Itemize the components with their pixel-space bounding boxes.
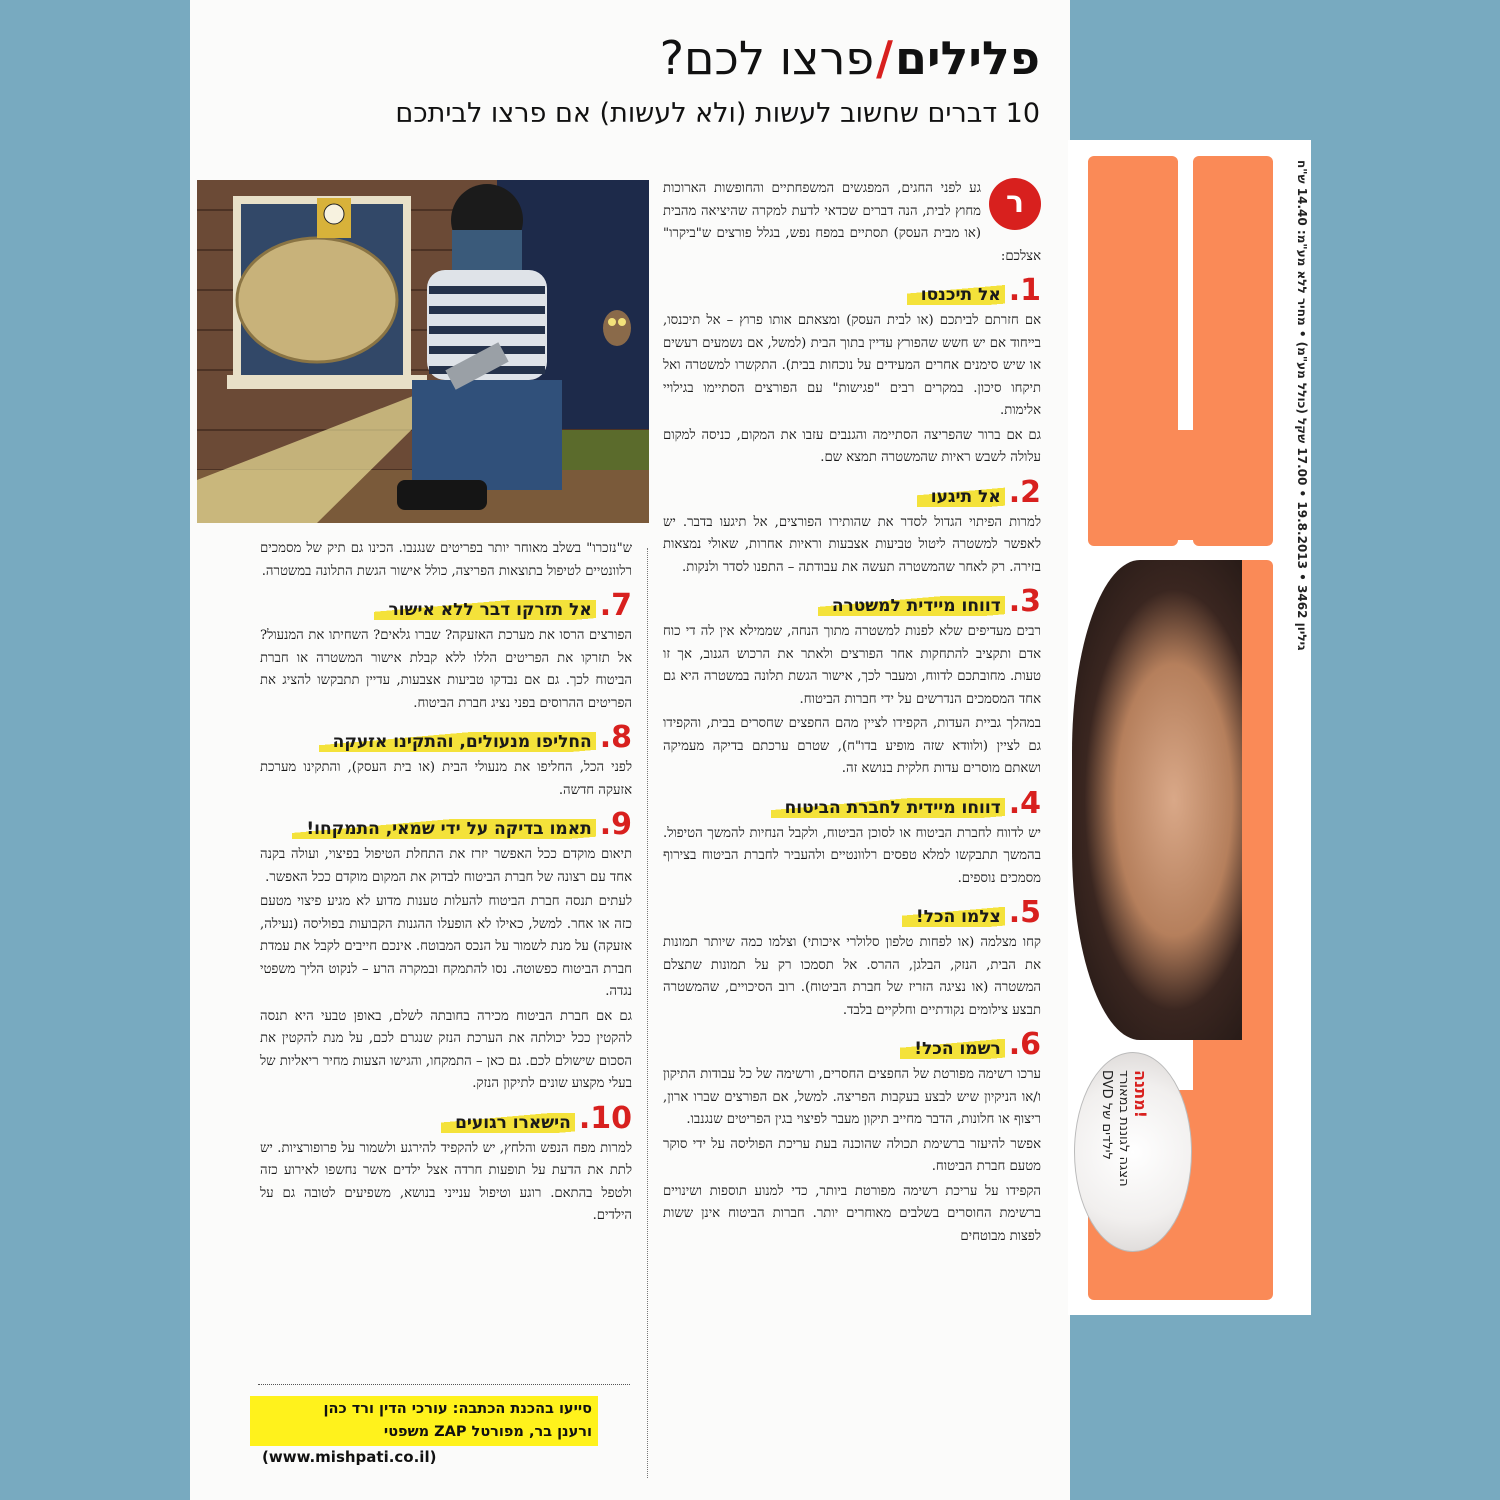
section-heading-7	[260, 588, 632, 623]
cover-logo-block	[1088, 430, 1273, 540]
section-paragraph: אפשר להיעזר ברשימת תכולה שהוכנה בעת עריכת הפוליסה על ידי סוקר מטעם חברת הביטוח.	[663, 1136, 1041, 1174]
cover-issue-line: גיליון 3462 • 19.8.2013 • 17.00 שקל (כולל מע"מ) • מחיר ללא מע"מ: 14.40 ש"ח	[1295, 160, 1309, 651]
section-number: 8.	[599, 720, 632, 755]
title-slash: /	[876, 31, 893, 85]
section-paragraph: לעתים תנסה חברת הביטוח להעלות טענות מדוע לא מגיע פיצוי מטעם כזה או אחר. למשל, כאילו לא הופעלו ההגנות הקבועות בפוליסה (נעילה, אזעקה) על מנת לשמור על הנכס המבוטח. אינכם חייבים לקבל את עמדת חברת הביטוח כפשוטה. נסו להתמקח ובמקרה הרע – לנקוט הליך משפטי נגדה.	[260, 894, 632, 999]
section-paragraph: במהלך גביית העדות, הקפידו לציין מהם החפצים שחסרים בבית, והקפידו גם לציין (ולוודא שזה מופיע בדו"ח), שטרם ערכתם בדיקה מעמיקה ושאתם מוסרים עדות חלקית בנושא זה.	[663, 716, 1041, 776]
credit-box	[250, 1396, 598, 1446]
cover-promo-text	[1098, 1070, 1149, 1230]
credit-line: סייעו בהכנת הכתבה: עורכי הדין ורד כהן	[323, 1401, 592, 1417]
section-title: אל תיגעו	[917, 487, 1005, 507]
promo-line: DVD לילדים של	[1099, 1070, 1114, 1160]
section-heading-6	[663, 1027, 1041, 1062]
section-heading-2	[663, 474, 1041, 510]
section-paragraph: יש לדווח לחברת הביטוח או לסוכן הביטוח, ולקבל הנחיות להמשך הטיפול. בהמשך תתבקשו למלא טפסים רלוונטיים ולהעביר לחברת הביטוח בצירוף מסמכים נוספים.	[663, 825, 1041, 886]
intro-text: גע לפני החגים, המפגשים המשפחתיים והחופשות הארוכות מחוץ לבית, הנה דברים שכדאי לדעת למקרה שהיציאה מהבית (או מבית העסק) תסתיים במפח נפש, בגלל פורצים ש"ביקרו" אצלכם:	[663, 181, 1041, 264]
title-main: פלילים	[894, 31, 1040, 85]
section-title: הישארו רגועים	[441, 1113, 575, 1133]
section-paragraph: תיאום מוקדם ככל האפשר יזרז את התחלת הטיפול בפיצוי, ועולה בקנה אחד עם רצונה של חברת הביטוח לבדוק את המקום מוקדם ככל האפשר.	[260, 847, 632, 885]
section-title: דווחו מיידית למשטרה	[818, 596, 1005, 616]
cover-photo-face	[1072, 560, 1242, 1040]
section-number: 1.	[1008, 273, 1041, 308]
section-title: צלמו הכל!	[902, 907, 1005, 927]
section-number: 9.	[599, 807, 632, 842]
section-number: 4.	[1008, 785, 1041, 821]
section-title: תאמו בדיקה על ידי שמאי, התמקחו!	[292, 819, 595, 839]
section-number: 5.	[1008, 895, 1041, 930]
column-divider	[647, 548, 648, 1478]
section-heading-1	[663, 273, 1041, 308]
website-link[interactable]: (www.mishpati.co.il)	[262, 1448, 437, 1466]
section-paragraph: הקפידו על עריכת רשימה מפורטת ביותר, כדי למנוע תוספות ושינויים ברשימת החוסרים בשלבים מאוחרים יותר. חברות הביטוח אינן ששות לפצות מבוטחים	[663, 1183, 1041, 1244]
burglar-illustration	[197, 180, 649, 523]
left-column	[260, 538, 632, 1230]
right-column	[663, 178, 1041, 1250]
section-number: 10.	[578, 1100, 632, 1136]
section-heading-10	[260, 1100, 632, 1136]
credit-divider	[258, 1384, 630, 1385]
section-title: רשמו הכל!	[900, 1039, 1005, 1059]
section-heading-5	[663, 895, 1041, 930]
section-heading-8	[260, 720, 632, 755]
section-heading-4	[663, 785, 1041, 821]
section-paragraph: למרות הפיתוי הגדול לסדר את שהותירו הפורצים, אל תיגעו בדבר. יש לאפשר למשטרה ליטול טביעות אצבעות וראיות אחרות, שאולי נמצאות בזירה. רק לאחר שהמשטרה תעשה את עבודתה – התפנו לסדר ולנקות.	[663, 514, 1041, 575]
intro-paragraph	[663, 178, 1041, 268]
section-heading-9	[260, 807, 632, 842]
page-subtitle: 10 דברים שחשוב לעשות (ולא לעשות) אם פרצו לביתכם	[395, 98, 1040, 129]
section-title: דווחו מיידית לחברת הביטוח	[771, 798, 1005, 818]
section-paragraph: קחו מצלמה (או לפחות טלפון סלולרי איכותי) וצלמו כמה שיותר תמונות את הבית, הנזק, הבלגן, ההרס. אל תסמכו רק על תמונות שתצלם המשטרה (או נציגה הזריז של חברת הביטוח). רוב הסיכויים, שהמשטרה תבצע צילומים נקודתיים וחלקיים בלבד.	[663, 935, 1041, 1018]
dropcap: ר	[989, 178, 1041, 230]
continued-paragraph: ש"נזכרו" בשלב מאוחר יותר בפריטים שנגנבו. הכינו גם תיק של מסמכים רלוונטיים לטיפול בתוצאות הפריצה, כולל אישור הגשת התלונה במשטרה.	[260, 541, 632, 579]
credit-line: ורענן בר, מפורטל ZAP משפטי	[383, 1424, 592, 1440]
section-paragraph: גם אם חברת הביטוח מכירה בחובתה לשלם, באופן טבעי היא תנסה להקטין ככל יכולתה את הערכת הנזק שנגרם לכם, על מנת להקטין את הסכום שישולם לכם. גם כאן – התמקחו, והגישו הצעות מחיר ריאליות של בעלי מקצוע שונים לתיקון הנזק.	[260, 1008, 632, 1091]
section-paragraph: הפורצים הרסו את מערכת האזעקה? שברו גלאים? השחיתו את המנעול? אל תזרקו את הפריטים הללו ללא קבלת אישור המשטרה או חברת הביטוח לכך. גם אם נבדקו טביעות אצבעות, עדיין תתבקשו להציג את הפריטים ההרוסים בפני נציג חברת הביטוח.	[260, 628, 632, 711]
section-number: 2.	[1008, 474, 1041, 510]
page-title	[660, 30, 1040, 86]
title-rest: פרצו לכם?	[659, 31, 875, 85]
section-paragraph: רבים מעדיפים שלא לפנות למשטרה מתוך הנחה, שממילא אין לה די כוח אדם ותקציב להתחקות אחר הפורצים ולאתר את הרכוש הגנוב, אך זו טעות. מחובתכם לדווח, ומעבר לכך, אישור הגשת תלונה במשטרה היא גם אחד המסמכים הנדרשים על ידי חברות הביטוח.	[663, 624, 1041, 707]
section-number: 7.	[599, 588, 632, 623]
section-paragraph: למרות מפח הנפש והלחץ, יש להקפיד להירגע ולשמור על פרופורציות. יש לתת את הדעת על תופעות חרדה אצל ילדים אשר נחשפו לאירוע כזה ולטפל בהתאם. רוגע וטיפול ענייני בנושא, משפיעים לטובה גם על הילדים.	[260, 1140, 632, 1223]
section-paragraph: גם אם ברור שהפריצה הסתיימה והגנבים עזבו את המקום, כניסה למקום עלולה לשבש ראיות שהמשטרה תמצא שם.	[663, 427, 1041, 465]
section-paragraph: לפני הכל, החליפו את מנעולי הבית (או בית העסק), והתקינו מערכת אזעקה חדשה.	[260, 760, 632, 798]
section-number: 3.	[1008, 584, 1041, 619]
section-title: אל תיכנסו	[907, 285, 1005, 305]
section-title: החליפו מנעולים, והתקינו אזעקה	[319, 732, 596, 752]
section-number: 6.	[1008, 1027, 1041, 1062]
magazine-cover	[1068, 140, 1311, 1315]
promo-line: הצגה לגוננת במאורד	[1116, 1070, 1131, 1187]
promo-title: מתנה!	[1131, 1070, 1150, 1119]
section-heading-3	[663, 584, 1041, 619]
section-paragraph: ערכו רשימה מפורטת של החפצים החסרים, ורשימה של כל עבודות התיקון ו/או הניקיון שיש לבצע בעקבות הפריצה. למשל, אם הפורצים שברו ארון, ריצוף או חלונות, הדבר מחייב תיקון מעבר לפיצוי בגין הפריטים שנגנבו.	[663, 1067, 1041, 1127]
section-paragraph: אם חזרתם לביתכם (או לבית העסק) ומצאתם אותו פרוץ – אל תיכנסו, בייחוד אם יש חשש שהפורץ עדיין בתוך הבית (למשל, אם נשמעים רעשים או שיש סימנים אחרים המעידים על נוכחות בבית). התקשרו למשטרה ואל תיקחו סיכון. במקרים רבים "פגישות" עם הפורצים הסתיימו בגילויי אלימות.	[663, 313, 1041, 418]
section-title: אל תזרקו דבר ללא אישור	[374, 600, 595, 620]
